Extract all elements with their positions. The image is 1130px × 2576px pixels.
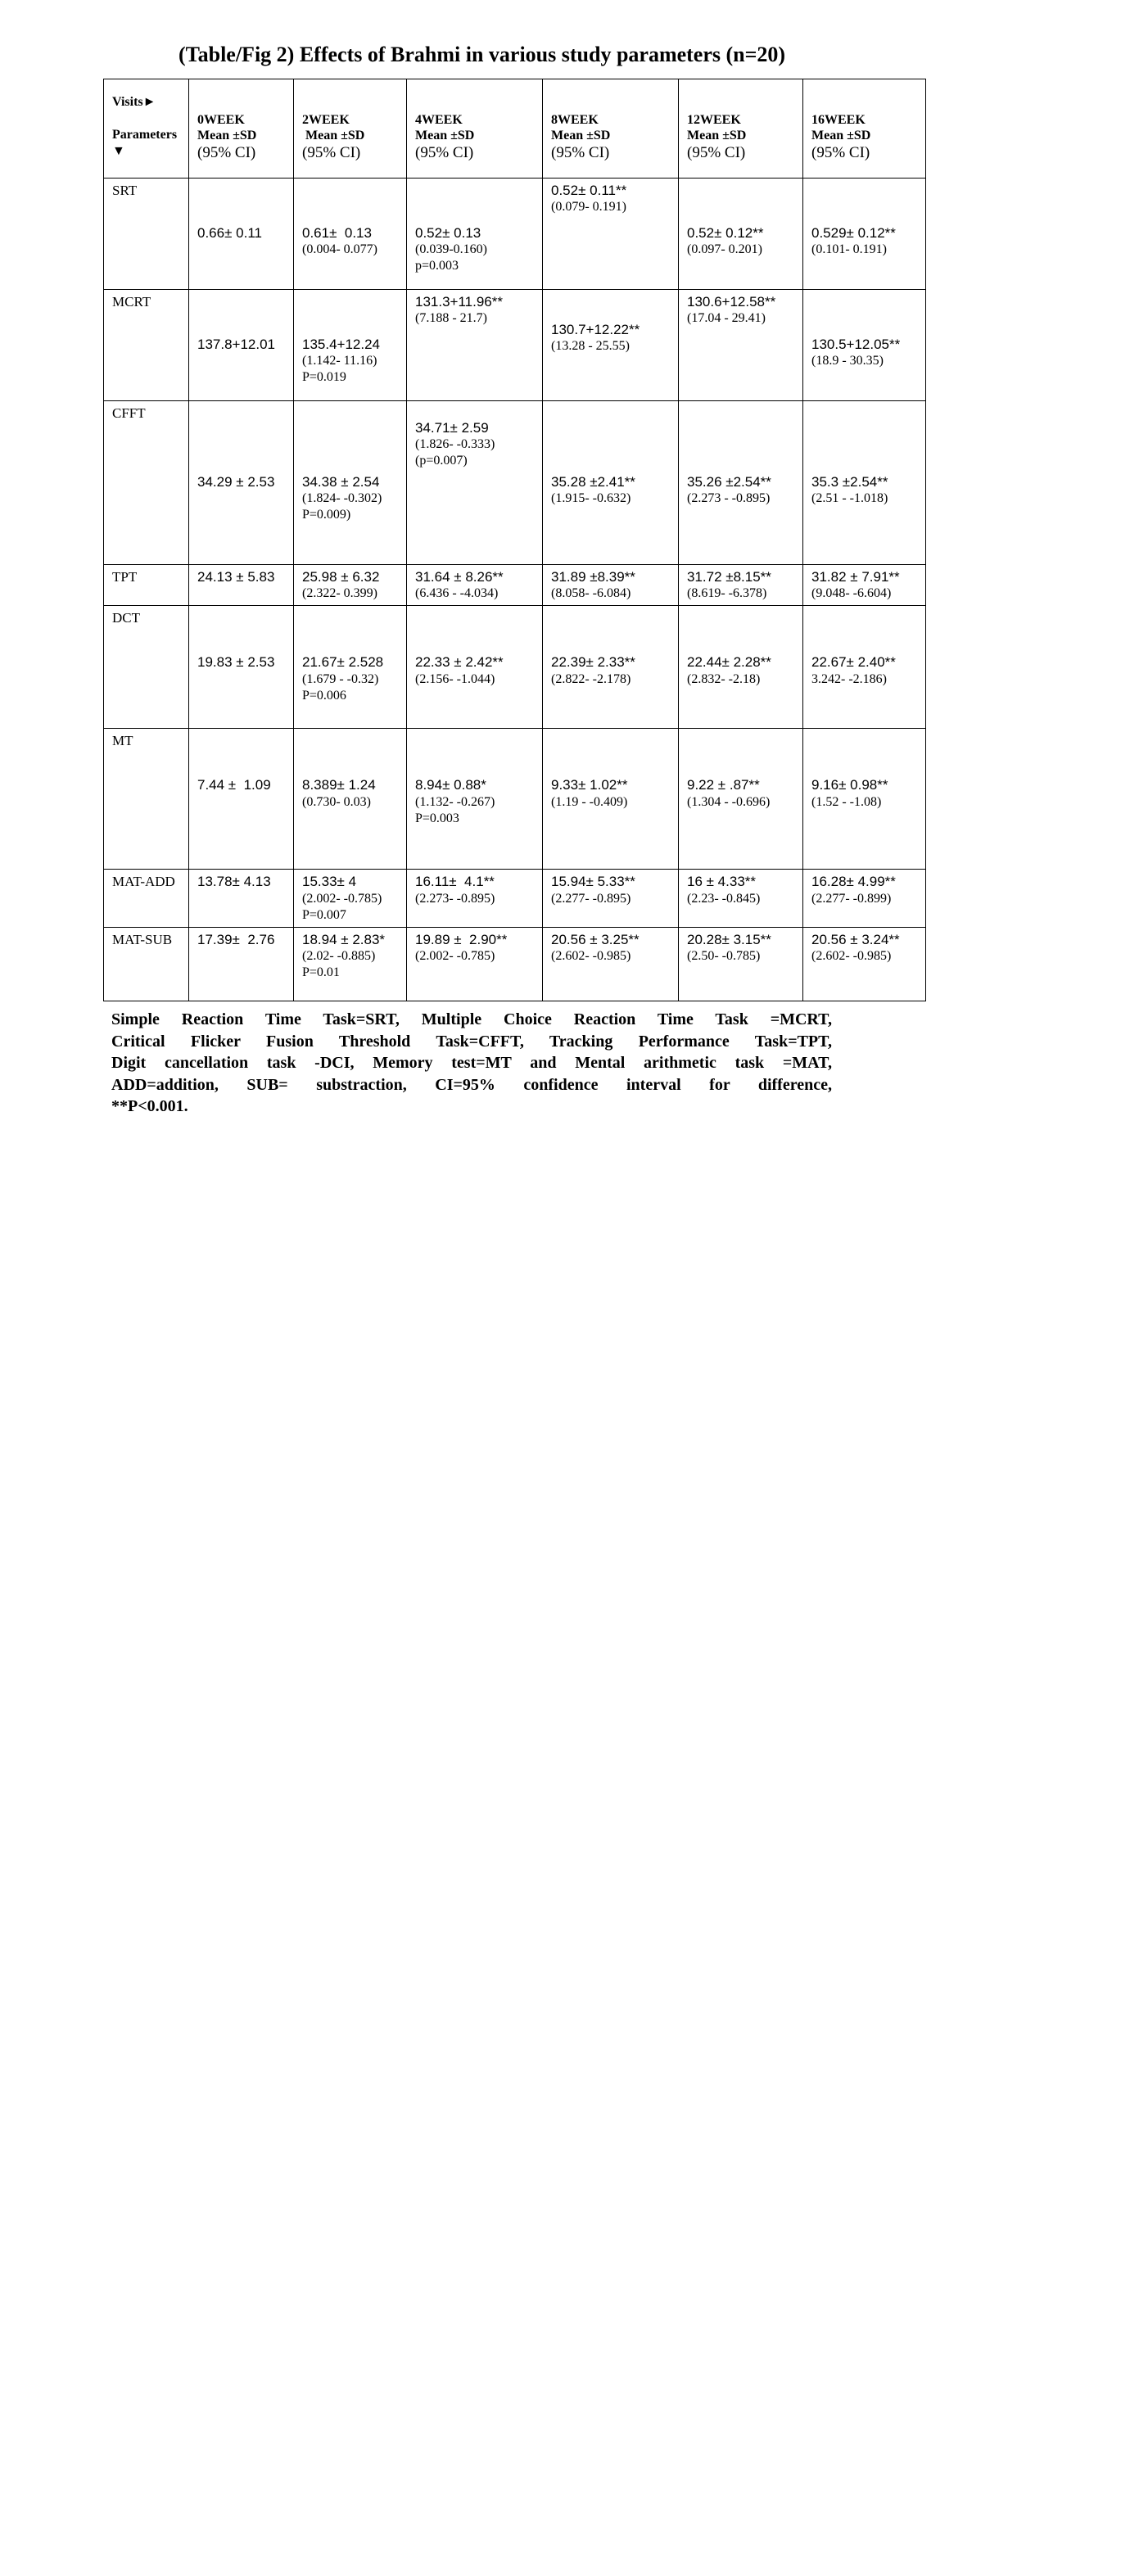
mean-sd-value: 34.29 ± 2.53 bbox=[197, 474, 275, 490]
value-cell bbox=[679, 565, 803, 606]
mean-sd-label: Mean ±SD bbox=[302, 129, 365, 143]
parameter-name: TPT bbox=[112, 569, 138, 585]
value-cell bbox=[294, 606, 407, 729]
value-cell bbox=[189, 179, 294, 290]
ci-value: (0.039-0.160) bbox=[415, 242, 487, 257]
header-cell-8week bbox=[543, 79, 679, 179]
ci-value: (1.304 - -0.696) bbox=[687, 794, 771, 809]
parameters-label: Parameters bbox=[112, 128, 178, 142]
value-cell bbox=[407, 290, 543, 401]
value-cell bbox=[294, 870, 407, 927]
value-cell bbox=[803, 179, 926, 290]
ci-value: (0.004- 0.077) bbox=[302, 242, 377, 257]
value-cell bbox=[543, 401, 679, 565]
value-cell bbox=[189, 870, 294, 927]
mean-sd-value: 35.28 ±2.41** bbox=[551, 474, 635, 490]
results-table bbox=[103, 79, 926, 1001]
parameter-cell bbox=[104, 290, 189, 401]
value-cell bbox=[803, 870, 926, 927]
parameter-name: MAT-ADD bbox=[112, 874, 175, 890]
ci-value: (0.097- 0.201) bbox=[687, 242, 762, 257]
value-cell bbox=[803, 729, 926, 870]
value-cell bbox=[407, 565, 543, 606]
mean-sd-label: Mean ±SD bbox=[687, 129, 747, 143]
ci-value: (1.19 - -0.409) bbox=[551, 794, 628, 809]
mean-sd-value: 22.33 ± 2.42** bbox=[415, 654, 504, 671]
mean-sd-value: 22.39± 2.33** bbox=[551, 654, 635, 671]
value-cell bbox=[189, 729, 294, 870]
mean-sd-value: 24.13 ± 5.83 bbox=[197, 569, 275, 585]
ci-value: (2.822- -2.178) bbox=[551, 671, 631, 686]
value-cell bbox=[679, 870, 803, 927]
mean-sd-value: 31.82 ± 7.91** bbox=[811, 569, 900, 585]
table-row bbox=[104, 927, 926, 1001]
mean-sd-value: 35.26 ±2.54** bbox=[687, 474, 771, 490]
header-cell-0week bbox=[189, 79, 294, 179]
mean-sd-value: 135.4+12.24 bbox=[302, 337, 381, 352]
mean-sd-value: 13.78± 4.13 bbox=[197, 874, 271, 890]
mean-sd-label: Mean ±SD bbox=[415, 129, 475, 143]
mean-sd-value: 34.38 ± 2.54 bbox=[302, 474, 380, 490]
week-label: 8WEEK bbox=[551, 113, 599, 127]
week-label: 4WEEK bbox=[415, 113, 463, 127]
p-value: (p=0.007) bbox=[415, 454, 468, 468]
table-row bbox=[104, 870, 926, 927]
ci-value: (2.277- -0.899) bbox=[811, 891, 892, 906]
ci-label: (95% CI) bbox=[687, 144, 746, 162]
value-cell bbox=[407, 729, 543, 870]
mean-sd-value: 8.94± 0.88* bbox=[415, 777, 486, 793]
table-row bbox=[104, 606, 926, 729]
ci-value: 3.242- -2.186) bbox=[811, 671, 887, 686]
ci-value: (2.156- -1.044) bbox=[415, 671, 495, 686]
ci-value: (2.832- -2.18) bbox=[687, 671, 761, 686]
footnote-line: Critical Flicker Fusion Threshold Task=CFFT, Tracking Performance Task=TPT, bbox=[111, 1032, 832, 1051]
value-cell bbox=[543, 927, 679, 1001]
footnote-line: ADD=addition, SUB= substraction, CI=95% confidence interval for difference, bbox=[111, 1075, 832, 1094]
table-row bbox=[104, 401, 926, 565]
value-cell bbox=[679, 729, 803, 870]
parameter-cell bbox=[104, 401, 189, 565]
ci-value: (0.079- 0.191) bbox=[551, 200, 626, 215]
mean-sd-value: 35.3 ±2.54** bbox=[811, 474, 888, 490]
value-cell bbox=[189, 565, 294, 606]
parameter-name: DCT bbox=[112, 610, 140, 626]
value-cell bbox=[803, 290, 926, 401]
ci-label: (95% CI) bbox=[811, 144, 870, 162]
mean-sd-value: 18.94 ± 2.83* bbox=[302, 931, 386, 947]
mean-sd-value: 19.89 ± 2.90** bbox=[415, 931, 508, 947]
mean-sd-value: 22.44± 2.28** bbox=[687, 654, 771, 671]
header-cell-4week bbox=[407, 79, 543, 179]
value-cell bbox=[294, 290, 407, 401]
value-cell bbox=[803, 565, 926, 606]
mean-sd-value: 31.72 ±8.15** bbox=[687, 569, 771, 585]
ci-value: (9.048- -6.604) bbox=[811, 586, 892, 601]
mean-sd-label: Mean ±SD bbox=[197, 129, 257, 143]
ci-value: (1.824- -0.302) bbox=[302, 491, 382, 506]
mean-sd-label: Mean ±SD bbox=[551, 129, 611, 143]
ci-value: (1.52 - -1.08) bbox=[811, 794, 882, 809]
parameter-name: SRT bbox=[112, 183, 138, 198]
mean-sd-value: 20.28± 3.15** bbox=[687, 931, 771, 947]
parameter-cell bbox=[104, 606, 189, 729]
ci-label: (95% CI) bbox=[415, 144, 474, 162]
ci-value: (2.51 - -1.018) bbox=[811, 491, 888, 506]
value-cell bbox=[294, 401, 407, 565]
p-value: p=0.003 bbox=[415, 259, 459, 273]
parameter-name: MAT-SUB bbox=[112, 931, 173, 947]
header-cell-2week bbox=[294, 79, 407, 179]
p-value: P=0.007 bbox=[302, 907, 346, 922]
value-cell bbox=[407, 870, 543, 927]
ci-value: (2.02- -0.885) bbox=[302, 948, 376, 963]
p-value: P=0.019 bbox=[302, 370, 346, 385]
ci-value: (2.273- -0.895) bbox=[415, 891, 495, 906]
ci-value: (8.058- -6.084) bbox=[551, 586, 631, 601]
parameter-cell bbox=[104, 179, 189, 290]
table-row bbox=[104, 565, 926, 606]
value-cell bbox=[407, 401, 543, 565]
mean-sd-value: 19.83 ± 2.53 bbox=[197, 654, 275, 671]
ci-value: (13.28 - 25.55) bbox=[551, 339, 630, 354]
p-value: P=0.003 bbox=[415, 811, 459, 825]
ci-value: (0.101- 0.191) bbox=[811, 242, 887, 257]
value-cell bbox=[679, 290, 803, 401]
p-value: P=0.006 bbox=[302, 688, 346, 703]
parameter-name: MCRT bbox=[112, 294, 151, 310]
table-row bbox=[104, 729, 926, 870]
mean-sd-value: 130.6+12.58** bbox=[687, 294, 776, 310]
table-title: (Table/Fig 2) Effects of Brahmi in various study parameters (n=20) bbox=[179, 43, 786, 66]
mean-sd-value: 0.52± 0.13 bbox=[415, 225, 481, 241]
value-cell bbox=[407, 927, 543, 1001]
header-row bbox=[104, 79, 926, 179]
value-cell bbox=[679, 927, 803, 1001]
mean-sd-value: 8.389± 1.24 bbox=[302, 777, 376, 793]
ci-value: (7.188 - 21.7) bbox=[415, 311, 487, 326]
down-arrow-icon: ▼ bbox=[112, 144, 125, 158]
week-label: 12WEEK bbox=[687, 113, 741, 127]
p-value: P=0.01 bbox=[302, 965, 340, 979]
mean-sd-value: 15.94± 5.33** bbox=[551, 874, 635, 890]
mean-sd-value: 16 ± 4.33** bbox=[687, 874, 757, 890]
ci-label: (95% CI) bbox=[197, 144, 256, 162]
value-cell bbox=[803, 606, 926, 729]
ci-value: (2.273 - -0.895) bbox=[687, 491, 771, 506]
header-corner-cell bbox=[104, 79, 189, 179]
value-cell bbox=[189, 927, 294, 1001]
mean-sd-value: 15.33± 4 bbox=[302, 874, 357, 890]
ci-value: (6.436 - -4.034) bbox=[415, 586, 499, 601]
ci-label: (95% CI) bbox=[551, 144, 610, 162]
ci-label: (95% CI) bbox=[302, 144, 361, 162]
mean-sd-value: 0.52± 0.12** bbox=[687, 225, 764, 241]
ci-value: (1.826- -0.333) bbox=[415, 437, 495, 452]
value-cell bbox=[543, 729, 679, 870]
mean-sd-value: 25.98 ± 6.32 bbox=[302, 569, 380, 585]
footnote-line: **P<0.001. bbox=[111, 1097, 188, 1116]
value-cell bbox=[407, 606, 543, 729]
ci-value: (2.602- -0.985) bbox=[811, 948, 892, 963]
ci-value: (1.915- -0.632) bbox=[551, 491, 631, 506]
mean-sd-value: 16.28± 4.99** bbox=[811, 874, 896, 890]
parameter-name: CFFT bbox=[112, 405, 146, 421]
parameter-cell bbox=[104, 927, 189, 1001]
week-label: 16WEEK bbox=[811, 113, 866, 127]
value-cell bbox=[679, 606, 803, 729]
value-cell bbox=[803, 401, 926, 565]
mean-sd-value: 31.64 ± 8.26** bbox=[415, 569, 504, 585]
table-row bbox=[104, 290, 926, 401]
p-value: P=0.009) bbox=[302, 508, 351, 522]
value-cell bbox=[189, 401, 294, 565]
footnote-line: Digit cancellation task -DCI, Memory test=MT and Mental arithmetic task =MAT, bbox=[111, 1054, 832, 1073]
ci-value: (2.277- -0.895) bbox=[551, 891, 631, 906]
mean-sd-value: 0.52± 0.11** bbox=[551, 183, 627, 198]
value-cell bbox=[294, 927, 407, 1001]
mean-sd-value: 137.8+12.01 bbox=[197, 337, 276, 352]
ci-value: (1.132- -0.267) bbox=[415, 794, 495, 809]
mean-sd-value: 17.39± 2.76 bbox=[197, 931, 275, 947]
value-cell bbox=[189, 290, 294, 401]
ci-value: (2.50- -0.785) bbox=[687, 948, 761, 963]
mean-sd-value: 7.44 ± 1.09 bbox=[197, 777, 271, 793]
value-cell bbox=[679, 179, 803, 290]
week-label: 0WEEK bbox=[197, 113, 245, 127]
table-row bbox=[104, 179, 926, 290]
value-cell bbox=[543, 290, 679, 401]
mean-sd-value: 0.529± 0.12** bbox=[811, 225, 896, 241]
parameter-cell bbox=[104, 729, 189, 870]
parameter-cell bbox=[104, 565, 189, 606]
mean-sd-value: 16.11± 4.1** bbox=[415, 874, 495, 890]
value-cell bbox=[543, 606, 679, 729]
parameter-name: MT bbox=[112, 733, 133, 749]
ci-value: (2.002- -0.785) bbox=[302, 891, 382, 906]
mean-sd-value: 20.56 ± 3.24** bbox=[811, 931, 900, 947]
value-cell bbox=[294, 729, 407, 870]
mean-sd-value: 9.22 ± .87** bbox=[687, 777, 760, 793]
value-cell bbox=[543, 565, 679, 606]
ci-value: (2.602- -0.985) bbox=[551, 948, 631, 963]
mean-sd-value: 131.3+11.96** bbox=[415, 294, 503, 310]
week-label: 2WEEK bbox=[302, 113, 350, 127]
mean-sd-value: 0.61± 0.13 bbox=[302, 225, 372, 241]
value-cell bbox=[294, 565, 407, 606]
value-cell bbox=[543, 870, 679, 927]
value-cell bbox=[189, 606, 294, 729]
mean-sd-value: 9.16± 0.98** bbox=[811, 777, 888, 793]
ci-value: (17.04 - 29.41) bbox=[687, 311, 766, 326]
ci-value: (18.9 - 30.35) bbox=[811, 354, 884, 368]
ci-value: (1.142- 11.16) bbox=[302, 354, 377, 368]
mean-sd-label: Mean ±SD bbox=[811, 129, 871, 143]
parameter-cell bbox=[104, 870, 189, 927]
ci-value: (2.322- 0.399) bbox=[302, 586, 377, 601]
ci-value: (1.679 - -0.32) bbox=[302, 671, 379, 686]
value-cell bbox=[407, 179, 543, 290]
mean-sd-value: 31.89 ±8.39** bbox=[551, 569, 635, 585]
mean-sd-value: 9.33± 1.02** bbox=[551, 777, 628, 793]
value-cell bbox=[803, 927, 926, 1001]
header-cell-16week bbox=[803, 79, 926, 179]
footnote-line: Simple Reaction Time Task=SRT, Multiple Choice Reaction Time Task =MCRT, bbox=[111, 1010, 832, 1028]
mean-sd-value: 0.66± 0.11 bbox=[197, 225, 262, 241]
ci-value: (2.002- -0.785) bbox=[415, 948, 495, 963]
visits-label: Visits► bbox=[112, 95, 156, 109]
value-cell bbox=[294, 179, 407, 290]
value-cell bbox=[543, 179, 679, 290]
header-cell-12week bbox=[679, 79, 803, 179]
value-cell bbox=[679, 401, 803, 565]
abbreviations-footnote bbox=[111, 1009, 832, 1118]
ci-value: (2.23- -0.845) bbox=[687, 891, 761, 906]
mean-sd-value: 21.67± 2.528 bbox=[302, 654, 384, 671]
mean-sd-value: 20.56 ± 3.25** bbox=[551, 931, 640, 947]
mean-sd-value: 130.7+12.22** bbox=[551, 322, 640, 337]
ci-value: (0.730- 0.03) bbox=[302, 794, 371, 809]
mean-sd-value: 130.5+12.05** bbox=[811, 337, 901, 352]
ci-value: (8.619- -6.378) bbox=[687, 586, 767, 601]
mean-sd-value: 22.67± 2.40** bbox=[811, 654, 896, 671]
mean-sd-value: 34.71± 2.59 bbox=[415, 420, 489, 436]
